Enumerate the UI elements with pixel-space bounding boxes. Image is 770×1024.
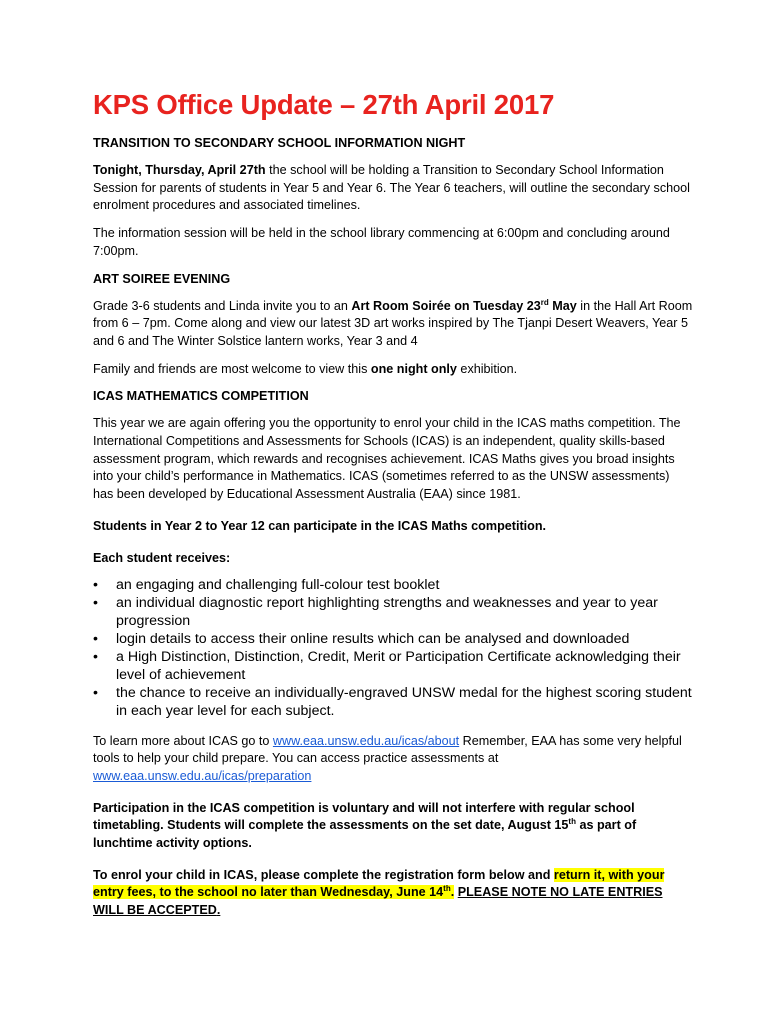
- list-item-text: a High Distinction, Distinction, Credit, Merit or Participation Certificate acknowledging their level of achievement: [116, 648, 681, 683]
- participation-text-a: Participation in the ICAS competition is voluntary and will not interfere with regular school timetabling. Students will complete the assessments on the set date, August 15: [93, 800, 635, 833]
- transition-paragraph-1: [93, 162, 693, 215]
- list-item: [93, 685, 693, 721]
- list-item-text: the chance to receive an individually-engraved UNSW medal for the highest scoring student in each year level for each subject.: [116, 684, 692, 719]
- bullet-icon: •: [93, 684, 98, 701]
- transition-date: Tonight, Thursday, April 27th: [93, 163, 266, 177]
- section-heading-icas: ICAS MATHEMATICS COMPETITION: [93, 389, 309, 404]
- art-paragraph-1: [93, 298, 693, 351]
- notice-end: .: [216, 903, 221, 918]
- list-item-text: an engaging and challenging full-colour test booklet: [116, 577, 440, 594]
- art-one-night-only: one night only: [370, 361, 457, 376]
- section-heading-transition: TRANSITION TO SECONDARY SCHOOL INFORMATION NIGHT: [93, 136, 466, 150]
- list-item-text: login details to access their online results which can be analysed and downloaded: [116, 630, 630, 647]
- enrol-deadline-text: return it, with your entry fees, to the school no later than Wednesday, June 14: [93, 867, 665, 900]
- list-item: [93, 577, 693, 595]
- section-heading-art: ART SOIREE EVENING: [93, 271, 231, 286]
- bullet-icon: •: [93, 577, 98, 594]
- icas-participation: [93, 800, 693, 853]
- transition-paragraph-2: The information session will be held in the school library commencing at 6:00pm and concluding around 7:00pm.: [93, 226, 670, 258]
- icas-about-link[interactable]: www.eaa.unsw.edu.au/icas/about: [272, 733, 460, 748]
- art-text-c: Family and friends are most welcome to view this: [93, 361, 371, 376]
- icas-eligibility: Students in Year 2 to Year 12 can participate in the ICAS Maths competition.: [93, 518, 547, 533]
- participation-text-b: as part of lunchtime activity options.: [93, 818, 637, 851]
- bullet-icon: •: [93, 648, 98, 665]
- no-late-entries-notice: PLEASE NOTE NO LATE ENTRIES WILL BE ACCEPTED: [93, 885, 663, 918]
- bullet-icon: •: [93, 595, 98, 612]
- enrol-text-a: To enrol your child in ICAS, please complete the registration form below and: [93, 867, 554, 882]
- enrol-deadline-end: .: [450, 885, 455, 900]
- document-page: [93, 88, 693, 930]
- list-item: [93, 631, 693, 649]
- icas-receives-heading: Each student receives:: [93, 550, 231, 565]
- art-date-suffix: rd: [540, 297, 549, 307]
- icas-benefits-list: [93, 577, 693, 720]
- art-text-b: in the Hall Art Room from 6 – 7pm. Come along and view our latest 3D art works inspired by The Tjanpi Desert Weavers, Year 5 and 6 and The Winter Solstice lantern works, Year 3 and 4: [93, 298, 693, 348]
- art-event-date: Art Room Soirée on Tuesday 23: [351, 298, 541, 313]
- art-event-name: [351, 299, 576, 313]
- learn-more-text-a: To learn more about ICAS go to: [93, 733, 273, 748]
- icas-enrol-instructions: [93, 867, 693, 920]
- icas-learn-more: [93, 733, 693, 786]
- list-item-text: an individual diagnostic report highlighting strengths and weaknesses and year to year progression: [116, 595, 658, 630]
- bullet-icon: •: [93, 630, 98, 647]
- icas-preparation-link[interactable]: www.eaa.unsw.edu.au/icas/preparation: [93, 768, 312, 783]
- list-item: [93, 649, 693, 685]
- page-title: KPS Office Update – 27th April 2017: [93, 89, 555, 120]
- art-paragraph-2: [93, 361, 693, 379]
- participation-date-suffix: th: [568, 817, 576, 827]
- art-text-a: Grade 3-6 students and Linda invite you to an: [93, 298, 352, 313]
- list-item: [93, 595, 693, 631]
- art-event-month: May: [548, 298, 577, 313]
- learn-more-text-b: Remember, EAA has some very helpful tools to help your child prepare. You can access practice assessments at: [93, 733, 682, 766]
- enrol-deadline-suffix: th: [443, 884, 451, 894]
- art-text-d: exhibition.: [456, 361, 518, 376]
- transition-text: the school will be holding a Transition to Secondary School Information Session for parents of students in Year 5 and Year 6. The Year 6 teachers, will outline the secondary school enrolment procedures and associated timelines.: [93, 163, 690, 213]
- icas-paragraph-1: This year we are again offering you the opportunity to enrol your child in the ICAS maths competition. The International Competitions and Assessments for Schools (ICAS) is an independent, quality skills-based assessment program, which rewards and recognises achievement. ICAS Maths gives you broad insights into your child’s performance in Mathematics. ICAS (sometimes referred to as the UNSW assessments) has been developed by Educational Assessment Australia (EAA) since 1981.: [93, 416, 681, 502]
